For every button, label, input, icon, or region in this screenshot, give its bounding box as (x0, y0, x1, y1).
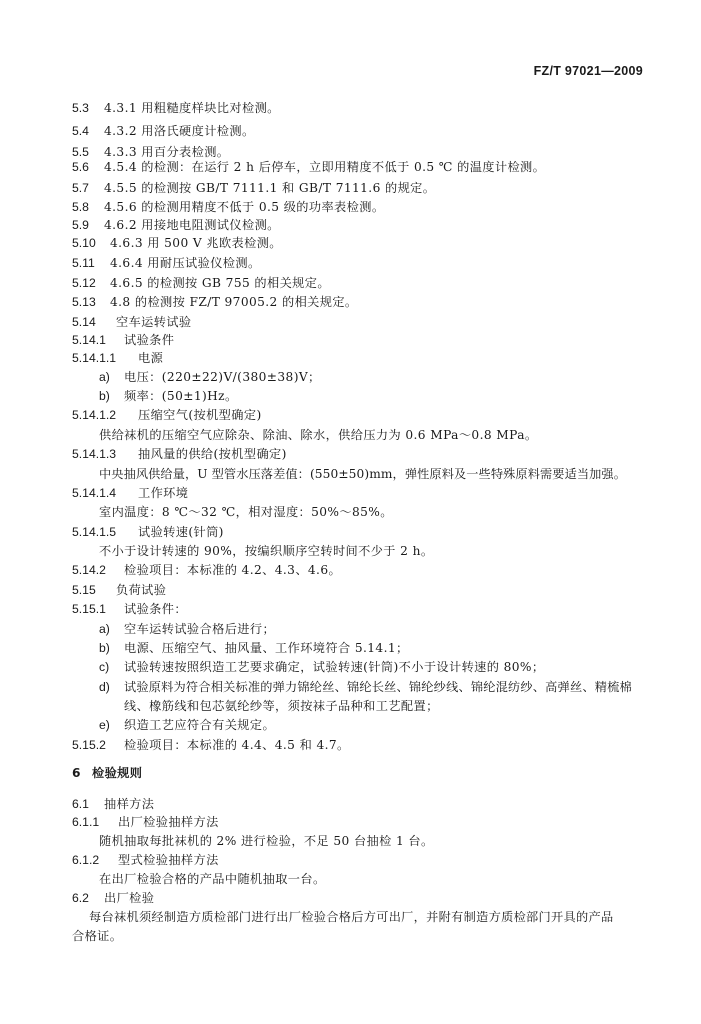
standard-number: FZ/T 97021—2009 (533, 64, 643, 78)
